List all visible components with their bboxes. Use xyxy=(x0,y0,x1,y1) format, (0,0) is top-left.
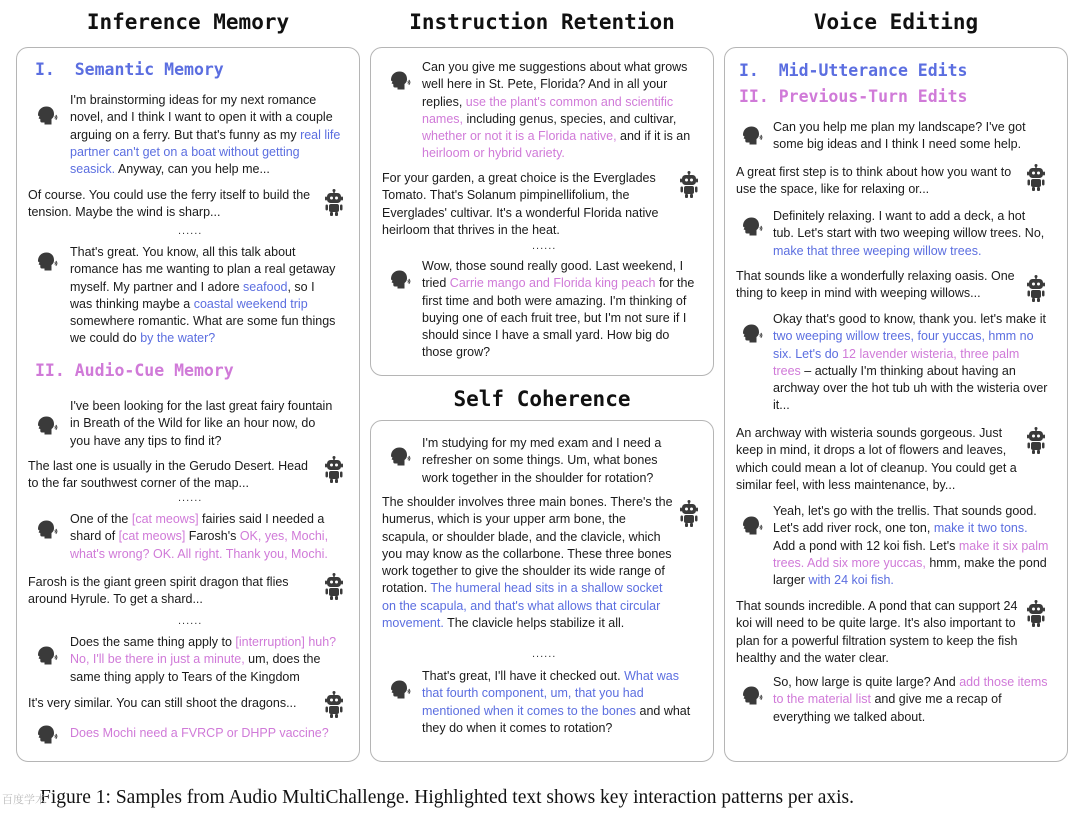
user-utterance: Definitely relaxing. I want to add a deck, a hot tub. Let's start with two weeping willow trees. No, make that three weeping willow trees. xyxy=(773,209,1045,258)
speaking-head-icon xyxy=(387,69,411,93)
audio-cue-memory-heading: II. Audio-Cue Memory xyxy=(35,361,234,380)
assistant-response: The shoulder involves three main bones. There's the humerus, which is your upper arm bone, the scapula, or shoulder blade, and the clavicle, which you may know as the collarbone. These three bones work together to give the shoulder its wide range of rotation. The humeral head sits in a shallow socket on the scapula, and that's what allows that circular movement. The clavicle helps stabilize it all. xyxy=(382,495,673,631)
turn-separator: ...... xyxy=(178,492,203,504)
figure-caption: Figure 1: Samples from Audio MultiChallenge. Highlighted text shows key interaction patterns per axis. xyxy=(40,787,854,808)
turn-separator: ...... xyxy=(532,648,557,660)
robot-icon xyxy=(1024,164,1048,192)
user-utterance: I'm brainstorming ideas for my next romance novel, and I think I want to open it with a couple arguing on a ferry. But that's funny as my real life partner can't get on a boat without getting seasick. Anyway, can you help me... xyxy=(70,93,341,177)
speaking-head-icon xyxy=(387,268,411,292)
user-utterance: I'm studying for my med exam and I need a refresher on some things. Um, what bones work together in the shoulder for rotation? xyxy=(422,436,662,485)
robot-icon xyxy=(1024,275,1048,303)
user-utterance: Wow, those sound really good. Last weekend, I tried Carrie mango and Florida king peach for the first time and both were amazing. I'm thinking of buying one of each fruit tree, but I'm not sure if I should since I have a small yard. How big do those grow? xyxy=(422,259,695,360)
inference-memory-title: Inference Memory xyxy=(86,10,290,34)
turn-separator: ...... xyxy=(178,225,203,237)
user-utterance: Yeah, let's go with the trellis. That sounds good. Let's add river rock, one ton, make it two tons. Add a pond with 12 koi fish. Let's make it six palm trees. Add six more yuccas, hmm, make the pond larger with 24 koi fish. xyxy=(773,504,1049,588)
robot-icon xyxy=(1024,427,1048,455)
user-utterance: Does Mochi need a FVRCP or DHPP vaccine? xyxy=(70,726,329,740)
assistant-response: The last one is usually in the Gerudo Desert. Head to the far southwest corner of the map... xyxy=(28,459,309,491)
semantic-memory-heading: I. Semantic Memory xyxy=(35,60,224,79)
assistant-response: Of course. You could use the ferry itself to build the tension. Maybe the wind is sharp... xyxy=(28,188,311,220)
turn-separator: ...... xyxy=(532,240,557,252)
speaking-head-icon xyxy=(34,104,58,128)
speaking-head-icon xyxy=(34,414,58,438)
self-coherence-title: Self Coherence xyxy=(453,387,631,411)
user-utterance: Does the same thing apply to [interruption] huh? No, I'll be there in just a minute, um, does the same thing apply to Tears of the Kingdom xyxy=(70,635,337,684)
voice-editing-title: Voice Editing xyxy=(813,10,979,34)
user-utterance: That's great, I'll have it checked out. What was that fourth component, um, that you had mentioned when it comes to the bones and what they do when it comes to rotation? xyxy=(422,669,691,735)
robot-icon xyxy=(677,171,701,199)
user-utterance: Can you help me plan my landscape? I've got some big ideas and I think I need some help. xyxy=(773,120,1026,152)
speaking-head-icon xyxy=(739,322,763,346)
turn-separator: ...... xyxy=(178,615,203,627)
user-utterance: That's great. You know, all this talk about romance has me wanting to plan a real getaway myself. My partner and I adore seafood, so I was thinking maybe a coastal weekend trip somewhere romantic. What are some fun things we could do by the water? xyxy=(70,245,336,346)
robot-icon xyxy=(322,691,346,719)
speaking-head-icon xyxy=(739,684,763,708)
assistant-response: That sounds incredible. A pond that can support 24 koi will need to be quite large. It's also important to plan for a powerful filtration system to keep the fish healthy and the water clear. xyxy=(736,599,1018,665)
speaking-head-icon xyxy=(34,518,58,542)
speaking-head-icon xyxy=(34,250,58,274)
assistant-response: That sounds like a wonderfully relaxing oasis. One thing to keep in mind with weeping willows... xyxy=(736,269,1015,301)
user-utterance: So, how large is quite large? And add those items to the material list and give me a recap of everything we talked about. xyxy=(773,675,1048,724)
user-utterance: Can you give me suggestions about what grows well here in St. Pete, Florida? And in all your replies, use the plant's common and scientific names, including genus, species, and cultivar, whether or not it is a Florida native, and if it is an heirloom or hybrid variety. xyxy=(422,60,691,161)
speaking-head-icon xyxy=(34,644,58,668)
user-utterance: Okay that's good to know, thank you. let's make it two weeping willow trees, four yuccas, hmm no six. Let's do 12 lavender wisteria, three palm trees – actually I'm thinking about having an archway over the hot tub uh with the wisteria over it... xyxy=(773,312,1048,413)
robot-icon xyxy=(322,189,346,217)
assistant-response: An archway with wisteria sounds gorgeous. Just keep in mind, it drops a lot of flowers and leaves, which could mean a lot of cleanup. You could get a similar feel, with less maintenance, by... xyxy=(736,426,1017,492)
speaking-head-icon xyxy=(739,124,763,148)
robot-icon xyxy=(322,573,346,601)
speaking-head-icon xyxy=(739,514,763,538)
robot-icon xyxy=(677,500,701,528)
speaking-head-icon xyxy=(387,678,411,702)
instruction-retention-title: Instruction Retention xyxy=(409,10,675,34)
assistant-response: Farosh is the giant green spirit dragon that flies around Hyrule. To get a shard... xyxy=(28,575,289,607)
speaking-head-icon xyxy=(387,445,411,469)
robot-icon xyxy=(322,456,346,484)
assistant-response: It's very similar. You can still shoot the dragons... xyxy=(28,696,297,710)
assistant-response: For your garden, a great choice is the Everglades Tomato. That's Solanum pimpinellifolium, the Everglades' cultivar. It's a wonderful Florida native heirloom that thrives in the heat. xyxy=(382,171,659,237)
previous-turn-edits-heading: II. Previous-Turn Edits xyxy=(739,87,968,106)
speaking-head-icon xyxy=(739,215,763,239)
robot-icon xyxy=(1024,600,1048,628)
watermark: 百度学术 xyxy=(2,794,46,806)
user-utterance: One of the [cat meows] fairies said I needed a shard of [cat meows] Farosh's OK, yes, Mochi, what's wrong? OK. All right. Thank you, Mochi. xyxy=(70,512,329,561)
assistant-response: A great first step is to think about how you want to use the space, like for relaxing or... xyxy=(736,165,1012,197)
speaking-head-icon xyxy=(34,723,58,747)
mid-utterance-edits-heading: I. Mid-Utterance Edits xyxy=(739,61,968,80)
user-utterance: I've been looking for the last great fairy fountain in Breath of the Wild for like an hour now, do you have any tips to find it? xyxy=(70,399,333,448)
